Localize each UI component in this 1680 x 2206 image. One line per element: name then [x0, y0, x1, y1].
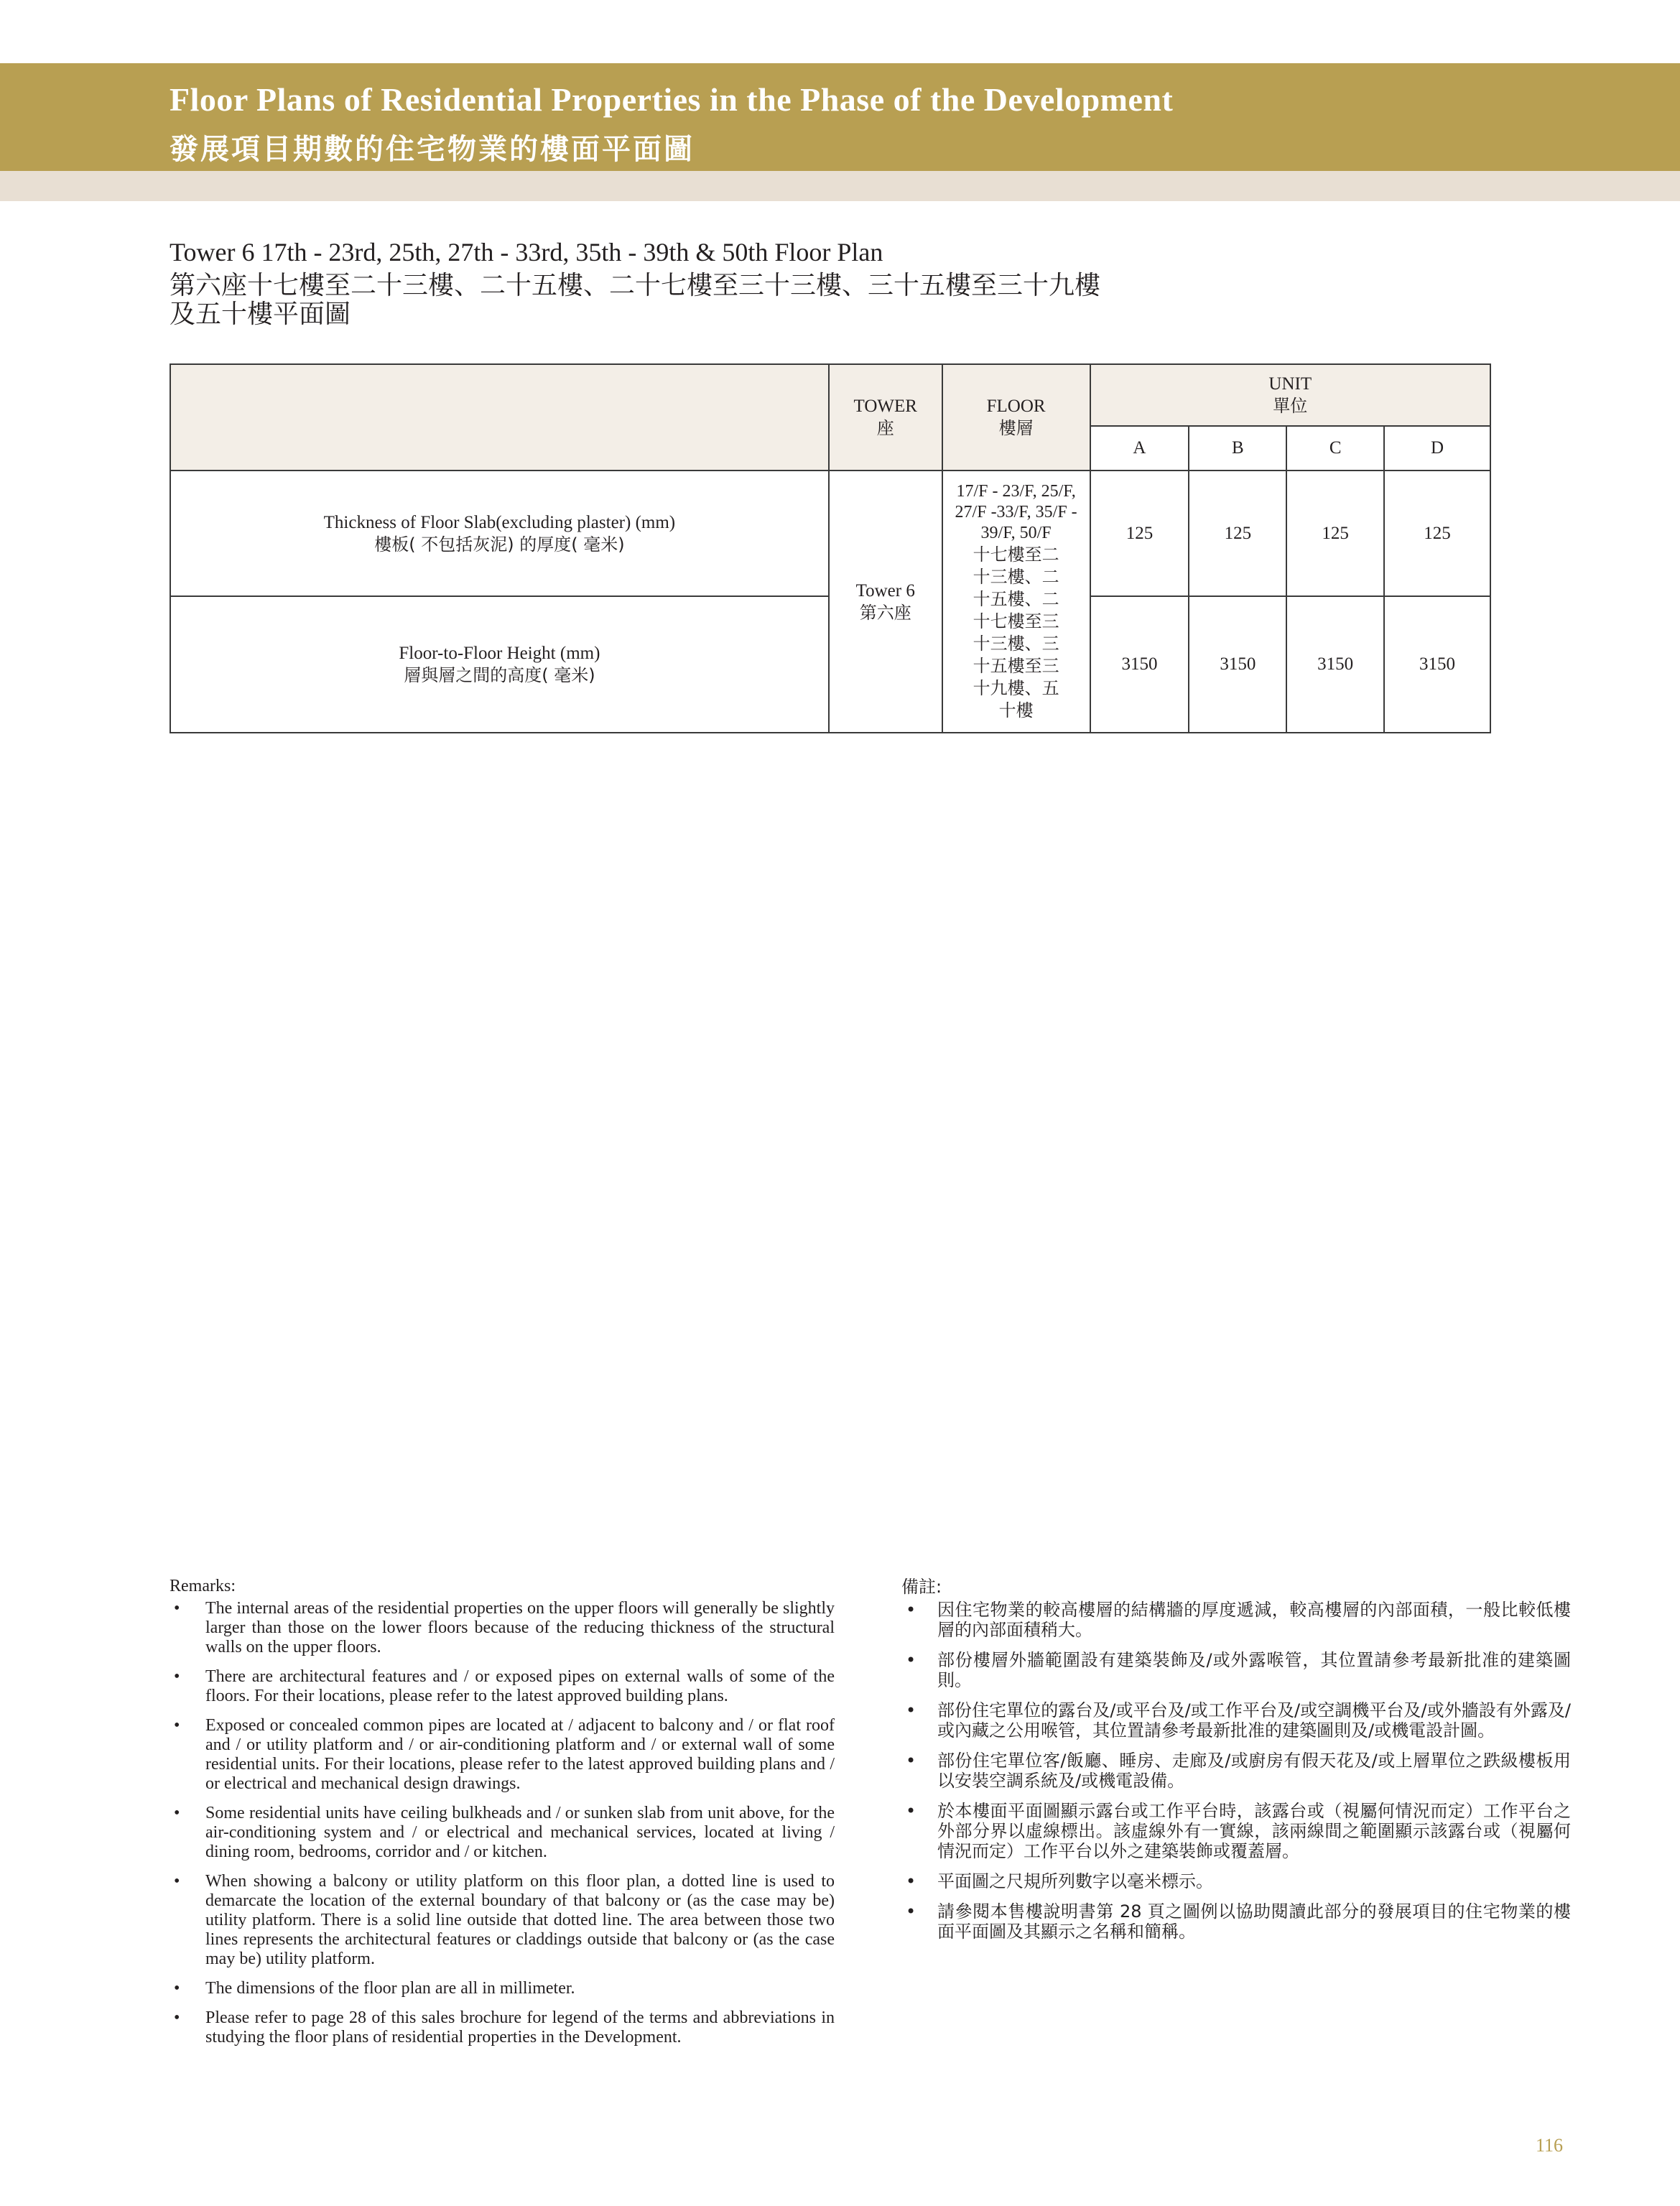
remark-text: Exposed or concealed common pipes are located at / adjacent to balcony and / or flat roof and / or utility platform and / or air-conditioning platform and / or external wall of some residential units. For their locations, please refer to the latest approved building plans and / or electrical and mechanical design drawings. [205, 1716, 835, 1793]
slab-value-a: 125 [1090, 471, 1189, 596]
floor-header-en: FLOOR [986, 397, 1046, 416]
bullet: • [174, 1979, 180, 1998]
slab-value-b: 125 [1189, 471, 1286, 596]
slab-value-c: 125 [1286, 471, 1384, 596]
floor-cell [942, 471, 1090, 733]
bullet: • [174, 1804, 180, 1822]
header-subband [0, 171, 1680, 201]
row-label-slab-zh: 樓板( 不包括灰泥) 的厚度( 毫米) [374, 534, 625, 555]
tower-header-zh: 座 [876, 418, 894, 438]
height-value-c: 3150 [1286, 596, 1384, 733]
bullet: • [906, 1700, 916, 1720]
unit-col-c: C [1286, 426, 1384, 471]
remark-item [901, 1871, 1571, 1891]
floor-spec-table [170, 363, 1491, 733]
tower-header-en: TOWER [853, 397, 917, 416]
remark-text: 於本樓面平面圖顯示露台或工作平台時，該露台或（視屬何情況而定）工作平台之外部分界以虛線標出。該虛線外有一實線，該兩線間之範圍顯示該露台或（視屬何情況而定）工作平台以外之建築裝飾或覆蓋層。 [937, 1801, 1571, 1861]
height-value-b: 3150 [1189, 596, 1286, 733]
row-label-slab [170, 471, 829, 596]
slab-value-d: 125 [1384, 471, 1490, 596]
remark-text: 平面圖之尺規所列數字以毫米標示。 [937, 1871, 1213, 1891]
remarks-zh [901, 1577, 1571, 1952]
remark-text: 因住宅物業的較高樓層的結構牆的厚度遞減，較高樓層的內部面積，一般比較低樓層的內部面積稍大。 [937, 1600, 1571, 1640]
remark-item [170, 1804, 835, 1862]
remarks-zh-title: 備註: [901, 1577, 942, 1597]
page-number: 116 [1536, 2135, 1564, 2156]
remark-item [170, 1716, 835, 1794]
floor-header [942, 364, 1090, 471]
remark-item [170, 1979, 835, 1998]
remark-item [901, 1751, 1571, 1791]
row-label-height-en: Floor-to-Floor Height (mm) [399, 644, 600, 663]
unit-header [1090, 364, 1490, 426]
unit-col-a: A [1090, 426, 1189, 471]
unit-col-d: D [1384, 426, 1490, 471]
plan-title-zh: 第六座十七樓至二十三樓、二十五樓、二十七樓至三十三樓、三十五樓至三十九樓及五十樓平面圖 [170, 271, 1101, 329]
row-label-height-zh: 層與層之間的高度( 毫米) [404, 665, 595, 685]
remark-item [901, 1600, 1571, 1640]
tower-header [829, 364, 942, 471]
remark-item [170, 1667, 835, 1706]
remark-text: Please refer to page 28 of this sales brochure for legend of the terms and abbreviations in studying the floor plans of residential properties in the Development. [205, 2008, 835, 2047]
remarks-en [170, 1577, 835, 2057]
tower-cell-zh: 第六座 [859, 602, 911, 623]
table-corner-cell [170, 364, 829, 471]
row-label-slab-en: Thickness of Floor Slab(excluding plaster) (mm) [323, 512, 676, 532]
remark-item [901, 1801, 1571, 1861]
section-title-zh: 發展項目期數的住宅物業的樓面平面圖 [170, 133, 695, 166]
bullet: • [174, 1599, 180, 1618]
section-title-en: Floor Plans of Residential Properties in the Phase of the Development [170, 81, 1174, 118]
floor-cell-zh: 十七樓至二十三樓、二十五樓、二十七樓至三十三樓、三十五樓至三十九樓、五十樓 [973, 544, 1059, 720]
remark-text: 部份樓層外牆範圍設有建築裝飾及/或外露喉管，其位置請參考最新批准的建築圖則。 [937, 1650, 1571, 1690]
remark-item [901, 1901, 1571, 1942]
unit-header-en: UNIT [1268, 374, 1312, 394]
remark-item [170, 1599, 835, 1657]
remark-text: When showing a balcony or utility platform on this floor plan, a dotted line is used to demarcate the location of the external boundary of that balcony or (as the case may be) utility platform. There is a solid line outside that dotted line. The area between those two lines represents the architectural features or claddings outside that balcony or (as the case may be) utility platform. [205, 1872, 835, 1968]
bullet: • [906, 1901, 916, 1922]
remarks-en-title: Remarks: [170, 1577, 236, 1595]
bullet: • [174, 1872, 180, 1891]
height-value-a: 3150 [1090, 596, 1189, 733]
row-label-height [170, 596, 829, 733]
tower-cell-en: Tower 6 [855, 580, 915, 601]
plan-title-en: Tower 6 17th - 23rd, 25th, 27th - 33rd, 35th - 39th & 50th Floor Plan [170, 238, 883, 267]
unit-header-zh: 單位 [1273, 396, 1308, 416]
bullet: • [174, 1667, 180, 1686]
remark-item [170, 2008, 835, 2047]
remark-text: 部份住宅單位客/飯廳、睡房、走廊及/或廚房有假天花及/或上層單位之跌級樓板用以安裝空調系統及/或機電設備。 [937, 1751, 1571, 1791]
remark-text: 部份住宅單位的露台及/或平台及/或工作平台及/或空調機平台及/或外牆設有外露及/或內藏之公用喉管，其位置請參考最新批准的建築圖則及/或機電設計圖。 [937, 1700, 1571, 1741]
remark-text: Some residential units have ceiling bulkheads and / or sunken slab from unit above, for the air-conditioning system and / or electrical and mechanical services, located at living / dining room, bedrooms, corridor and / or kitchen. [205, 1804, 835, 1861]
remark-text: There are architectural features and / or exposed pipes on external walls of some of the floors. For their locations, please refer to the latest approved building plans. [205, 1667, 835, 1705]
remark-text: 請參閱本售樓說明書第 28 頁之圖例以協助閱讀此部分的發展項目的住宅物業的樓面平面圖及其顯示之名稱和簡稱。 [937, 1901, 1571, 1942]
bullet: • [906, 1650, 916, 1670]
remark-item [170, 1872, 835, 1969]
height-value-d: 3150 [1384, 596, 1490, 733]
bullet: • [906, 1600, 916, 1620]
floor-header-zh: 樓層 [998, 418, 1034, 438]
tower-cell [829, 471, 942, 733]
bullet: • [174, 1716, 180, 1735]
remark-item [901, 1650, 1571, 1690]
bullet: • [906, 1801, 916, 1821]
remark-text: The internal areas of the residential properties on the upper floors will generally be slightly larger than those on the lower floors because of the reducing thickness of the structural walls on the upper floors. [205, 1599, 835, 1656]
remark-text: The dimensions of the floor plan are all in millimeter. [205, 1979, 575, 1998]
floor-cell-en: 17/F - 23/F, 25/F, 27/F -33/F, 35/F - 39/F, 50/F [955, 482, 1077, 542]
remark-item [901, 1700, 1571, 1741]
bullet: • [906, 1751, 916, 1771]
bullet: • [906, 1871, 916, 1891]
unit-col-b: B [1189, 426, 1286, 471]
bullet: • [174, 2008, 180, 2027]
